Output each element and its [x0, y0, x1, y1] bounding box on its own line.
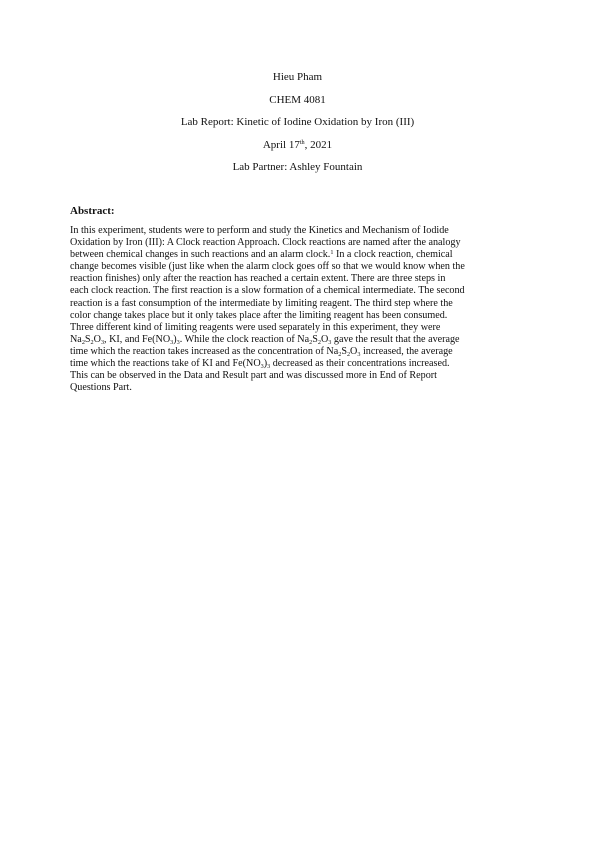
abstract-line: [70, 334, 530, 346]
subscript: 3: [328, 338, 332, 346]
abstract-text: ): [173, 333, 177, 345]
abstract-text: . While the clock reaction of Na: [179, 333, 310, 345]
abstract-line: Three different kind of limiting reagents were used separately in this experiment, they were: [70, 321, 441, 333]
subscript: 2: [81, 338, 85, 346]
title-block: [0, 70, 595, 183]
abstract-line: color change takes place but it only takes place after the limiting reagent has been consumed.: [70, 309, 448, 321]
abstract-text: S: [341, 345, 347, 357]
abstract-text: Na: [326, 345, 339, 357]
abstract-text: gave the result that the average: [331, 333, 460, 345]
abstract-line: In this experiment, students were to perform and study the Kinetics and Mechanism of Iodide: [70, 225, 449, 236]
date-prefix: April 17: [262, 138, 300, 151]
subscript: 3: [100, 338, 105, 346]
subscript: 3: [176, 338, 180, 346]
abstract-line: [70, 249, 530, 261]
abstract-line: [70, 358, 530, 370]
subscript: 3: [357, 350, 361, 358]
subscript: 2: [338, 350, 342, 358]
abstract-text: between chemical changes in such reactions and an alarm clock.: [70, 249, 331, 261]
course-code: CHEM 4081: [269, 93, 326, 106]
lab-partner: Lab Partner: Ashley Fountain: [232, 161, 363, 174]
date-ordinal: th: [299, 139, 305, 147]
abstract-line: [70, 346, 530, 358]
abstract-text: S: [84, 333, 91, 345]
subscript: 3: [170, 338, 174, 346]
subscript: 2: [317, 338, 321, 346]
abstract-text: increased, the average: [360, 345, 453, 357]
abstract-text: O: [320, 333, 329, 345]
date-suffix: , 2021: [304, 138, 333, 151]
subscript: 3: [260, 363, 264, 371]
subscript: 3: [267, 363, 271, 371]
abstract-heading: Abstract:: [70, 205, 115, 217]
citation-marker: 1: [330, 248, 334, 256]
abstract-text: O: [350, 345, 358, 357]
abstract-text: In a clock reaction, chemical: [333, 249, 453, 261]
abstract-text: S: [312, 333, 318, 345]
subscript: 2: [346, 350, 351, 358]
report-title: Lab Report: Kinetic of Iodine Oxidation by Iron (III): [180, 116, 415, 129]
abstract-body: [70, 225, 530, 394]
abstract-line: Questions Part.: [70, 382, 132, 394]
abstract-line: reaction finishes) only after the reaction has reached a certain extent. There are three steps in: [70, 273, 446, 285]
author-name: Hieu Pham: [272, 71, 323, 83]
abstract-text: , KI, and Fe(NO: [104, 333, 171, 345]
abstract-text: ): [263, 358, 268, 370]
abstract-line: reaction is a fast consumption of the intermediate by limiting reagent. The third step where the: [70, 297, 453, 309]
abstract-line: change becomes visible (just like when the alarm clock goes off so that we would know when the: [70, 261, 465, 273]
abstract-line: This can be observed in the Data and Result part and was discussed more in End of Report: [70, 370, 437, 382]
abstract-line: each clock reaction. The first reaction is a slow formation of a chemical intermediate. The second: [70, 285, 465, 297]
abstract-text: time which the reactions take of KI and Fe(NO: [70, 358, 261, 370]
report-date: [0, 138, 595, 153]
abstract-text: O: [93, 333, 101, 345]
abstract-text: decreased as their concentrations increased.: [270, 358, 450, 370]
abstract-line: Oxidation by Iron (III): A Clock reaction Approach. Clock reactions are named after the analogy: [70, 237, 461, 249]
abstract-text: Na: [70, 333, 82, 345]
subscript: 2: [309, 338, 313, 346]
abstract-text: time which the reaction takes increased as the concentration of: [70, 345, 327, 357]
subscript: 2: [90, 338, 94, 346]
